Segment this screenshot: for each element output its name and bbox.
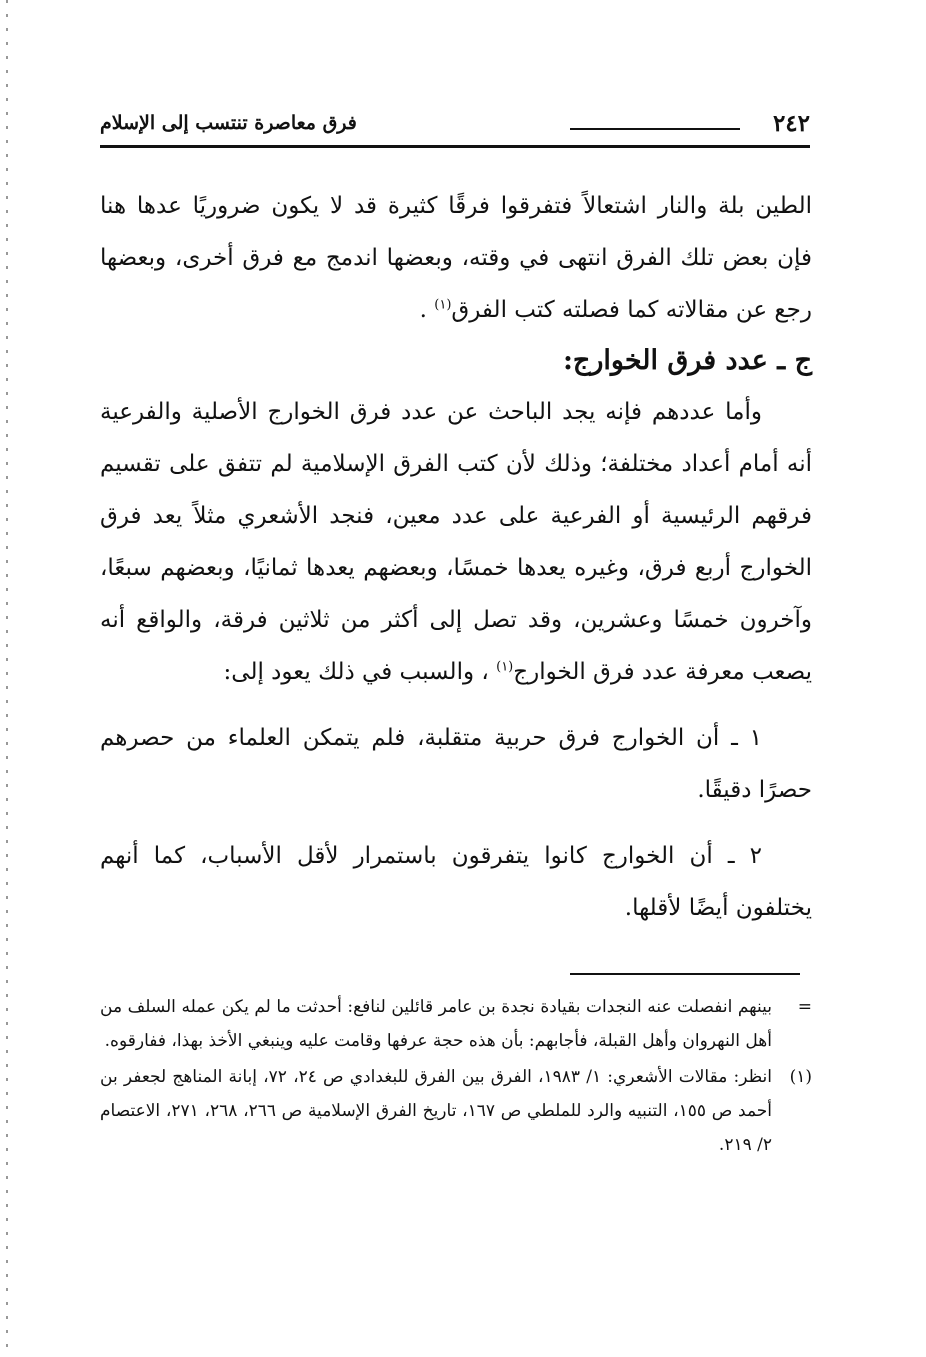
section-heading: ج ـ عدد فرق الخوارج: [562, 345, 812, 376]
footnote-ref: (١) [434, 297, 452, 313]
footnote-text: انظر: مقالات الأشعري: ١/ ١٩٨٣، الفرق بين الفرق للبغدادي ص ٢٤، ٧٢، إبانة المناهج لجعفر بن أحمد ص ١٥٥، التنبيه والرد للملطي ص ١٦٧، تاريخ الفرق الإسلامية ص ٢٦٦، ٢٦٨، ٢٧١، الاعتصام ٢/ ٢١٩. [100, 1067, 773, 1155]
footnote-text: بينهم انفصلت عنه النجدات بقيادة نجدة بن عامر قائلين لنافع: أحدثت ما لم يكن عمله السلف من أهل النهروان وأهل القبلة، فأجابهم: بأن هذه حجة عرفها وقامت عليه وينبغي الأخذ بهذا، ففارقوه. [100, 997, 772, 1051]
paragraph-continuation: الطين بلة والنار اشتعالاً فتفرقوا فرقًا كثيرة قد لا يكون ضروريًا عدها هنا فإن بعض تلك الفرق انتهى في وقته، وبعضها اندمج مع فرق أخرى، وبعضها رجع عن مقالاته كما فصلته كتب الفرق$^{(١)}$ . [100, 193, 812, 323]
header-rule [100, 145, 810, 148]
running-title: فرق معاصرة تنتسب إلى الإسلام [100, 112, 357, 134]
header-dash [570, 128, 740, 130]
list-item-1: ١ ـ أن الخوارج فرق حربية متقلبة، فلم يتمكن العلماء من حصرهم حصرًا دقيقًا. [100, 725, 812, 803]
main-text [100, 180, 812, 934]
footnote-marker: = [797, 997, 812, 1017]
footnote-marker: (١) [789, 1067, 812, 1087]
footnote-1 [100, 1060, 812, 1162]
page-number: ٢٤٢ [772, 110, 810, 137]
scan-margin-dots [6, 0, 8, 1357]
page-header [100, 108, 810, 148]
footnote-continuation [100, 990, 812, 1058]
footnotes [100, 990, 812, 1164]
list-item-2: ٢ ـ أن الخوارج كانوا يتفرقون باستمرار لأقل الأسباب، كما أنهم يختلفون أيضًا لأقلها. [100, 843, 812, 921]
footnote-separator [570, 973, 800, 975]
paragraph-count: وأما عددهم فإنه يجد الباحث عن عدد فرق الخوارج الأصلية والفرعية أنه أمام أعداد مختلفة؛ وذلك لأن كتب الفرق الإسلامية لم تتفق على تقسيم فرقهم الرئيسية أو الفرعية على عدد معين، فنجد الأشعري مثلاً يعد فرق الخوارج أربع فرق، وغيره يعدها خمسًا، وبعضهم يعدها ثمانيًا، وبعضهم سبعًا، وآخرون خمسًا وعشرين، وقد تصل إلى أكثر من ثلاثين فرقة، والواقع أنه يصعب معرفة عدد فرق الخوارج$^{(١)}$ ، والسبب في ذلك يعود إلى: [100, 399, 812, 685]
footnote-ref: (١) [496, 659, 514, 675]
